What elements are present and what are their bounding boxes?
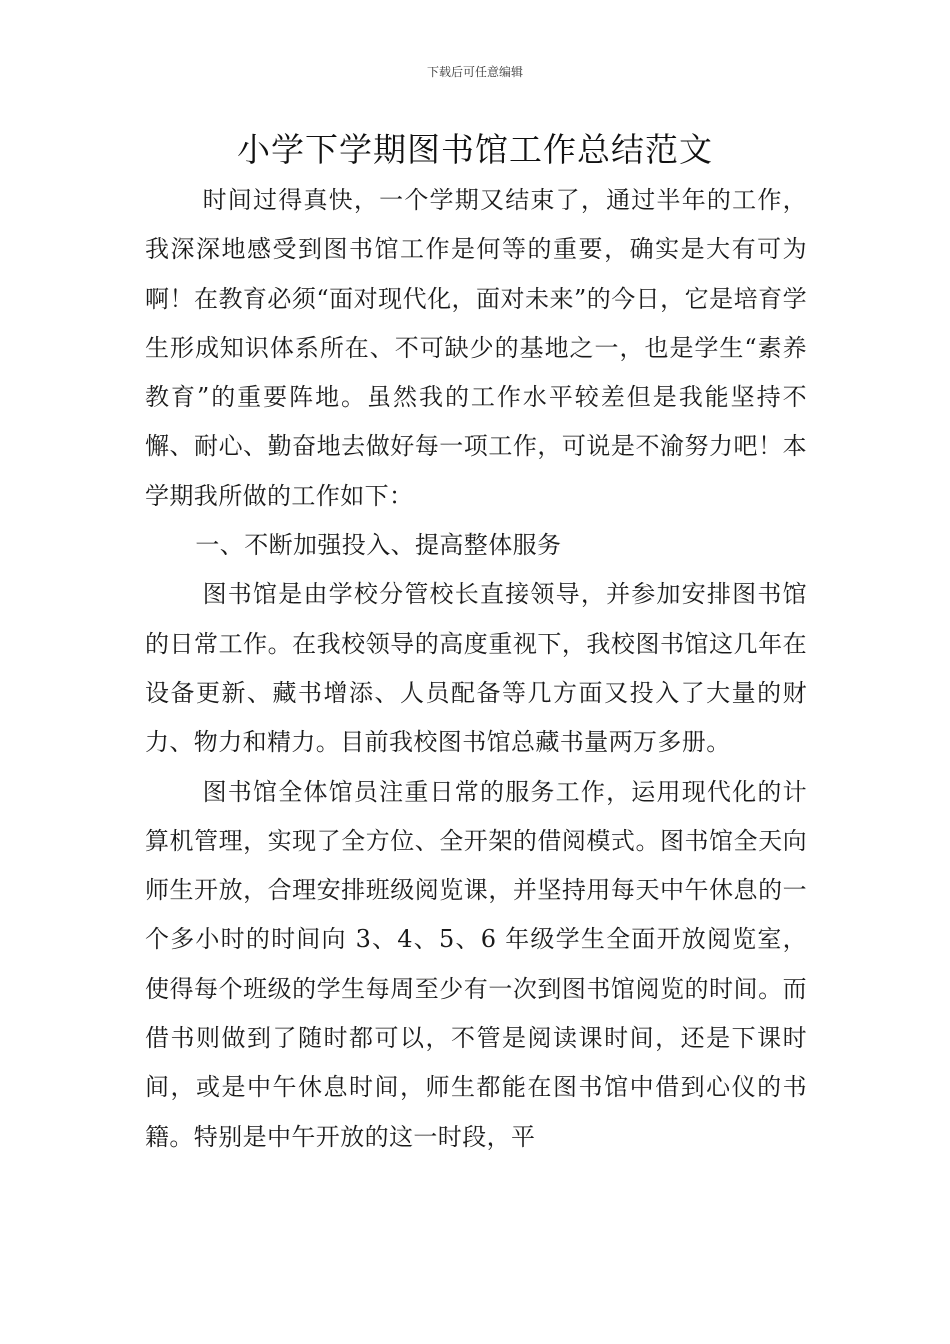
section-heading-1: 一、不断加强投入、提高整体服务	[195, 531, 562, 560]
document-body	[145, 176, 807, 1162]
header-note: 下载后可任意编辑	[426, 65, 523, 79]
paragraph-library-leadership: 图书馆是由学校分管校长直接领导，并参加安排图书馆的日常工作。在我校领导的高度重视下，我校图书馆这几年在设备更新、藏书增添、人员配备等几方面又投入了大量的财力、物力和精力。目前我校图书馆总藏书量两万多册。	[145, 580, 807, 757]
document-title: 小学下学期图书馆工作总结范文	[237, 130, 713, 169]
paragraph-library-service: 图书馆全体馆员注重日常的服务工作，运用现代化的计算机管理，实现了全方位、全开架的借阅模式。图书馆全天向师生开放，合理安排班级阅览课，并坚持用每天中午休息的一个多小时的时间向 3、4、5、6 年级学生全面开放阅览室，使得每个班级的学生每周至少有一次到图书馆阅览的时间。而借书则做到了随时都可以，不管是阅读课时间，还是下课时间，或是中午休息时间，师生都能在图书馆中借到心仪的书籍。特别是中午开放的这一时段，平	[145, 777, 807, 1151]
paragraph-intro: 时间过得真快，一个学期又结束了，通过半年的工作，我深深地感受到图书馆工作是何等的重要，确实是大有可为啊！在教育必须“面对现代化，面对未来”的今日，它是培育学生形成知识体系所在、不可缺少的基地之一，也是学生“素养教育”的重要阵地。虽然我的工作水平较差但是我能坚持不懈、耐心、勤奋地去做好每一项工作，可说是不渝努力吧！本学期我所做的工作如下：	[145, 186, 807, 510]
